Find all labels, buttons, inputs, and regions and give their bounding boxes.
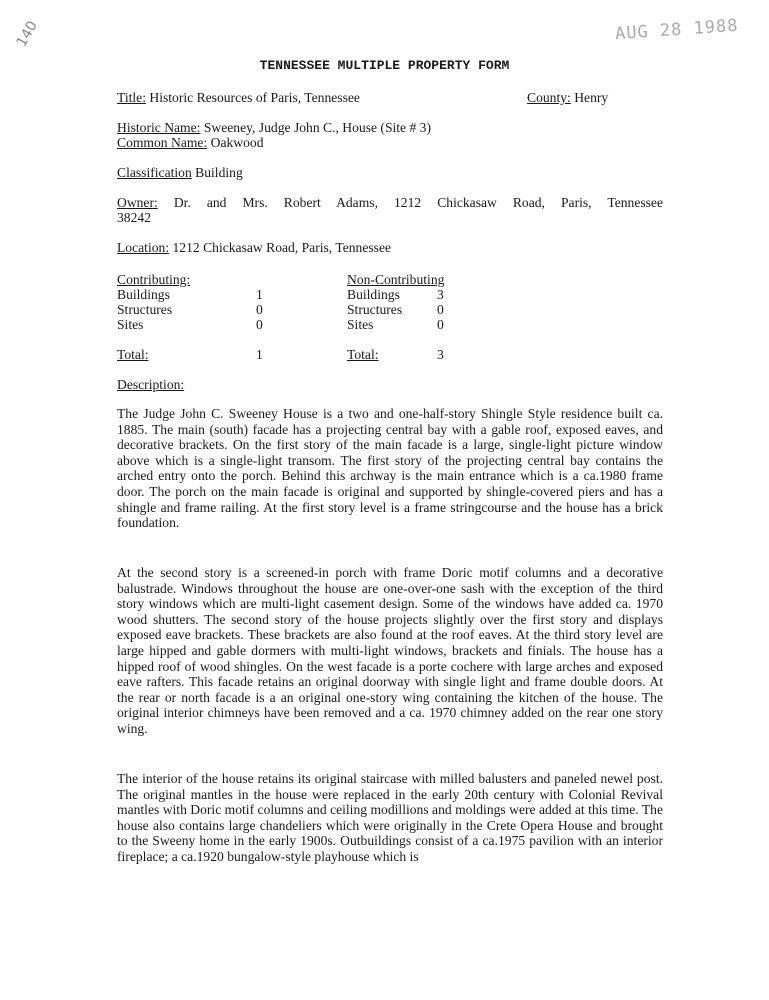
- table-row: [347, 302, 444, 317]
- row-value: 0: [256, 317, 263, 332]
- table-row: [117, 287, 263, 302]
- row-value: 0: [437, 317, 444, 332]
- owner-zip: 38242: [117, 210, 151, 225]
- location-value: 1212 Chickasaw Road, Paris, Tennessee: [172, 240, 392, 255]
- contributing-table: [117, 272, 263, 362]
- row-value: 0: [256, 302, 263, 317]
- county-value: Henry: [574, 90, 609, 105]
- contributing-heading: Contributing:: [117, 272, 191, 287]
- row-label: Structures: [347, 302, 403, 317]
- row-label: Buildings: [347, 287, 400, 302]
- owner-value: Dr. and Mrs. Robert Adams, 1212 Chickasaw Road, Paris, Tennessee: [173, 195, 664, 210]
- owner-label: Owner:: [117, 195, 158, 210]
- total-label: Total:: [347, 347, 379, 362]
- table-row: [347, 317, 444, 332]
- common-name-field: [117, 135, 264, 151]
- description-paragraph-1: The Judge John C. Sweeney House is a two and one-half-story Shingle Style residence built ca. 1885. The main (south) facade has a projecting central bay with a gable roof, exposed eaves, and decorative brackets. On the first story of the main facade is a large, single-light picture window above which is a single-light transom. The first story of the projecting central bay contains the arched entry onto the porch. Behind this archway is the main entrance which is a ca.1980 frame door. The porch on the main facade is original and supported by shingle-covered piers and has a shingle and frame railing. At the first story level is a frame stringcourse and the house has a brick foundation.: [117, 406, 663, 531]
- row-label: Buildings: [117, 287, 170, 302]
- total-value: 1: [256, 347, 263, 362]
- row-label: Sites: [117, 317, 144, 332]
- row-label: Sites: [347, 317, 374, 332]
- classification-field: [117, 165, 243, 181]
- common-name-value: Oakwood: [210, 135, 264, 150]
- date-stamp: AUG 28 1988: [614, 15, 740, 45]
- title-value: Historic Resources of Paris, Tennessee: [149, 90, 360, 105]
- description-paragraph-2: At the second story is a screened-in porch with frame Doric motif columns and a decorative balustrade. Windows throughout the house are one-over-one sash with the exception of the third story windows which are multi-light casement design. Some of the windows have added ca. 1970 wood shutters. The second story of the house projects slightly over the first story and displays exposed eave brackets. These brackets are also found at the roof eaves. At the third story level are large hipped and gable dormers with multi-light windows, brackets and finials. The house has a hipped roof of wood shingles. On the west facade is a porte cochere with large arches and exposed eave rafters. This facade retains an original doorway with single light and frame double doors. At the rear or north facade is a an original one-story wing containing the kitchen of the house. The original interior chimneys have been removed and a ca. 1970 chimney added on the rear one story wing.: [117, 565, 663, 736]
- location-label: Location:: [117, 240, 170, 255]
- county-field: [527, 90, 608, 106]
- table-row: [117, 317, 263, 332]
- title-field: [117, 90, 360, 106]
- historic-name-value: Sweeney, Judge John C., House (Site # 3): [203, 120, 432, 135]
- row-value: 3: [437, 287, 444, 302]
- total-label: Total:: [117, 347, 149, 362]
- handwritten-page-number: 140: [13, 18, 41, 50]
- row-value: 1: [256, 287, 263, 302]
- classification-value: Building: [195, 165, 243, 180]
- location-field: [117, 240, 391, 256]
- total-value: 3: [437, 347, 444, 362]
- row-label: Structures: [117, 302, 173, 317]
- table-row: [347, 287, 444, 302]
- form-title: TENNESSEE MULTIPLE PROPERTY FORM: [259, 58, 510, 73]
- owner-field: [117, 195, 663, 211]
- total-row: [117, 347, 263, 362]
- noncontributing-table: [347, 272, 444, 362]
- classification-label: Classification: [117, 165, 192, 180]
- description-label: Description:: [117, 377, 185, 392]
- historic-name-field: [117, 120, 431, 136]
- description-paragraph-3: The interior of the house retains its original staircase with milled balusters and paneled newel post. The original mantles in the house were replaced in the early 20th century with Colonial Revival mantles with Doric motif columns and ceiling modillions and moldings were added at this time. The house also contains large chandeliers which were originally in the Crete Opera House and brought to the Sweeny home in the early 1900s. Outbuildings consist of a ca.1975 pavilion with an interior fireplace; a ca.1920 bungalow-style playhouse which is: [117, 771, 663, 864]
- row-value: 0: [437, 302, 444, 317]
- historic-name-label: Historic Name:: [117, 120, 201, 135]
- title-label: Title:: [117, 90, 146, 105]
- table-row: [117, 302, 263, 317]
- noncontributing-heading: Non-Contributing: [347, 272, 445, 287]
- common-name-label: Common Name:: [117, 135, 208, 150]
- total-row: [347, 347, 444, 362]
- county-label: County:: [527, 90, 571, 105]
